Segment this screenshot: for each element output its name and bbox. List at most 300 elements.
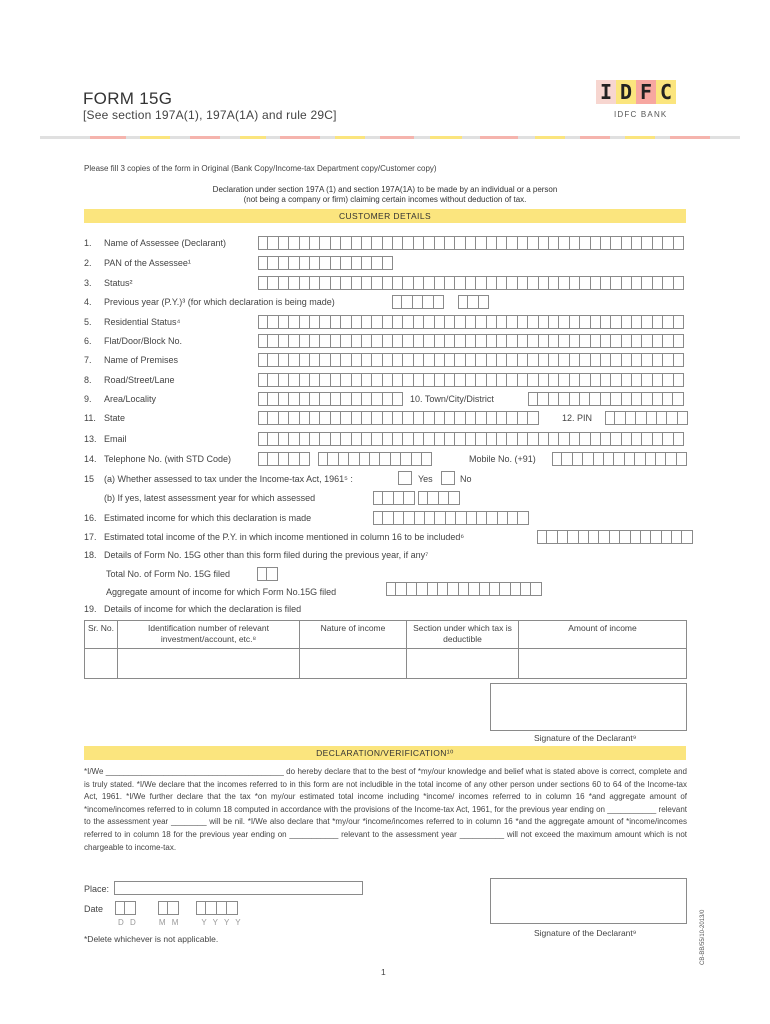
char-box[interactable]: [393, 276, 403, 290]
char-box[interactable]: [610, 530, 620, 544]
char-box[interactable]: [349, 452, 359, 466]
char-box[interactable]: [403, 276, 413, 290]
char-box[interactable]: [611, 236, 621, 250]
char-box[interactable]: [403, 373, 413, 387]
char-box[interactable]: [601, 392, 611, 406]
char-box[interactable]: [601, 353, 611, 367]
char-box[interactable]: [677, 452, 687, 466]
char-box[interactable]: [455, 236, 465, 250]
char-box[interactable]: [476, 315, 486, 329]
premises-field[interactable]: [258, 353, 684, 367]
char-box[interactable]: [372, 315, 382, 329]
char-box[interactable]: [508, 511, 518, 525]
char-box[interactable]: [539, 315, 549, 329]
char-box[interactable]: [445, 373, 455, 387]
char-box[interactable]: [352, 373, 362, 387]
char-box[interactable]: [362, 276, 372, 290]
char-box[interactable]: [458, 295, 468, 309]
char-box[interactable]: [466, 411, 476, 425]
char-box[interactable]: [267, 567, 277, 581]
char-box[interactable]: [591, 276, 601, 290]
char-box[interactable]: [383, 353, 393, 367]
char-box[interactable]: [455, 353, 465, 367]
char-box[interactable]: [423, 295, 433, 309]
char-box[interactable]: [413, 295, 423, 309]
char-box[interactable]: [642, 373, 652, 387]
char-box[interactable]: [438, 582, 448, 596]
char-box[interactable]: [268, 452, 278, 466]
char-box[interactable]: [393, 353, 403, 367]
char-box[interactable]: [653, 236, 663, 250]
char-box[interactable]: [300, 432, 310, 446]
char-box[interactable]: [591, 315, 601, 329]
char-box[interactable]: [258, 236, 268, 250]
char-box[interactable]: [434, 295, 444, 309]
char-box[interactable]: [320, 411, 330, 425]
char-box[interactable]: [580, 373, 590, 387]
char-box[interactable]: [674, 353, 684, 367]
char-box[interactable]: [428, 491, 438, 505]
char-box[interactable]: [383, 315, 393, 329]
char-box[interactable]: [528, 315, 538, 329]
char-box[interactable]: [258, 452, 268, 466]
date-year-field[interactable]: [196, 901, 238, 915]
char-box[interactable]: [402, 295, 412, 309]
char-box[interactable]: [622, 334, 632, 348]
char-box[interactable]: [362, 315, 372, 329]
char-box[interactable]: [469, 582, 479, 596]
char-box[interactable]: [591, 236, 601, 250]
char-box[interactable]: [455, 373, 465, 387]
char-box[interactable]: [268, 256, 278, 270]
char-box[interactable]: [518, 276, 528, 290]
char-box[interactable]: [636, 411, 646, 425]
state-field[interactable]: [258, 411, 539, 425]
char-box[interactable]: [590, 392, 600, 406]
char-box[interactable]: [518, 236, 528, 250]
char-box[interactable]: [206, 901, 216, 915]
char-box[interactable]: [601, 236, 611, 250]
char-box[interactable]: [611, 373, 621, 387]
previous-year-field-2[interactable]: [458, 295, 489, 309]
char-box[interactable]: [487, 353, 497, 367]
char-box[interactable]: [518, 511, 528, 525]
char-box[interactable]: [328, 452, 338, 466]
char-box[interactable]: [466, 432, 476, 446]
char-box[interactable]: [217, 901, 227, 915]
char-box[interactable]: [372, 334, 382, 348]
char-box[interactable]: [507, 432, 517, 446]
mobile-field[interactable]: [552, 452, 687, 466]
char-box[interactable]: [601, 373, 611, 387]
char-box[interactable]: [591, 432, 601, 446]
char-box[interactable]: [511, 582, 521, 596]
char-box[interactable]: [459, 582, 469, 596]
char-box[interactable]: [580, 276, 590, 290]
char-box[interactable]: [487, 373, 497, 387]
char-box[interactable]: [580, 334, 590, 348]
table-row[interactable]: [85, 649, 687, 679]
char-box[interactable]: [268, 353, 278, 367]
char-box[interactable]: [611, 334, 621, 348]
char-box[interactable]: [559, 392, 569, 406]
char-box[interactable]: [372, 392, 382, 406]
char-box[interactable]: [632, 236, 642, 250]
char-box[interactable]: [678, 411, 688, 425]
char-box[interactable]: [449, 491, 459, 505]
char-box[interactable]: [647, 411, 657, 425]
char-box[interactable]: [549, 276, 559, 290]
char-box[interactable]: [632, 432, 642, 446]
char-box[interactable]: [320, 373, 330, 387]
char-box[interactable]: [279, 236, 289, 250]
total-income-field[interactable]: [537, 530, 693, 544]
char-box[interactable]: [487, 276, 497, 290]
char-box[interactable]: [320, 276, 330, 290]
char-box[interactable]: [570, 392, 580, 406]
date-month-field[interactable]: [158, 901, 179, 915]
char-box[interactable]: [383, 491, 393, 505]
char-box[interactable]: [549, 353, 559, 367]
char-box[interactable]: [487, 411, 497, 425]
char-box[interactable]: [289, 392, 299, 406]
town-city-field[interactable]: [528, 392, 684, 406]
char-box[interactable]: [549, 236, 559, 250]
char-box[interactable]: [310, 236, 320, 250]
char-box[interactable]: [428, 582, 438, 596]
char-box[interactable]: [268, 432, 278, 446]
char-box[interactable]: [341, 276, 351, 290]
char-box[interactable]: [672, 530, 682, 544]
char-box[interactable]: [626, 411, 636, 425]
char-box[interactable]: [497, 236, 507, 250]
char-box[interactable]: [258, 373, 268, 387]
char-box[interactable]: [352, 256, 362, 270]
char-box[interactable]: [383, 411, 393, 425]
char-box[interactable]: [362, 373, 372, 387]
table-cell[interactable]: [300, 649, 407, 679]
char-box[interactable]: [562, 452, 572, 466]
char-box[interactable]: [289, 452, 299, 466]
char-box[interactable]: [424, 373, 434, 387]
char-box[interactable]: [318, 452, 328, 466]
signature-box-2[interactable]: [490, 878, 687, 924]
char-box[interactable]: [456, 511, 466, 525]
char-box[interactable]: [320, 353, 330, 367]
char-box[interactable]: [383, 256, 393, 270]
char-box[interactable]: [518, 334, 528, 348]
char-box[interactable]: [352, 334, 362, 348]
char-box[interactable]: [435, 334, 445, 348]
residential-status-field[interactable]: [258, 315, 684, 329]
char-box[interactable]: [632, 353, 642, 367]
char-box[interactable]: [599, 530, 609, 544]
char-box[interactable]: [196, 901, 206, 915]
char-box[interactable]: [622, 236, 632, 250]
char-box[interactable]: [549, 373, 559, 387]
char-box[interactable]: [393, 392, 403, 406]
char-box[interactable]: [497, 353, 507, 367]
char-box[interactable]: [539, 236, 549, 250]
char-box[interactable]: [653, 315, 663, 329]
char-box[interactable]: [549, 432, 559, 446]
char-box[interactable]: [625, 452, 635, 466]
char-box[interactable]: [507, 315, 517, 329]
char-box[interactable]: [568, 530, 578, 544]
char-box[interactable]: [386, 582, 396, 596]
char-box[interactable]: [424, 276, 434, 290]
char-box[interactable]: [466, 236, 476, 250]
char-box[interactable]: [414, 276, 424, 290]
char-box[interactable]: [611, 392, 621, 406]
char-box[interactable]: [539, 373, 549, 387]
char-box[interactable]: [435, 511, 445, 525]
char-box[interactable]: [331, 373, 341, 387]
char-box[interactable]: [403, 236, 413, 250]
char-box[interactable]: [279, 276, 289, 290]
char-box[interactable]: [674, 334, 684, 348]
char-box[interactable]: [445, 236, 455, 250]
yes-checkbox[interactable]: [398, 471, 412, 485]
char-box[interactable]: [570, 353, 580, 367]
char-box[interactable]: [279, 353, 289, 367]
char-box[interactable]: [435, 236, 445, 250]
char-box[interactable]: [289, 373, 299, 387]
char-box[interactable]: [403, 432, 413, 446]
flat-door-field[interactable]: [258, 334, 684, 348]
char-box[interactable]: [632, 315, 642, 329]
char-box[interactable]: [362, 236, 372, 250]
char-box[interactable]: [331, 334, 341, 348]
area-locality-field[interactable]: [258, 392, 403, 406]
char-box[interactable]: [362, 353, 372, 367]
char-box[interactable]: [414, 411, 424, 425]
char-box[interactable]: [310, 373, 320, 387]
char-box[interactable]: [583, 452, 593, 466]
char-box[interactable]: [401, 452, 411, 466]
char-box[interactable]: [559, 334, 569, 348]
char-box[interactable]: [455, 432, 465, 446]
char-box[interactable]: [476, 276, 486, 290]
char-box[interactable]: [435, 276, 445, 290]
char-box[interactable]: [635, 452, 645, 466]
char-box[interactable]: [552, 452, 562, 466]
char-box[interactable]: [341, 411, 351, 425]
char-box[interactable]: [341, 392, 351, 406]
signature-box[interactable]: [490, 683, 687, 731]
char-box[interactable]: [373, 491, 383, 505]
char-box[interactable]: [528, 432, 538, 446]
char-box[interactable]: [573, 452, 583, 466]
char-box[interactable]: [622, 373, 632, 387]
char-box[interactable]: [227, 901, 237, 915]
char-box[interactable]: [663, 373, 673, 387]
char-box[interactable]: [372, 256, 382, 270]
char-box[interactable]: [487, 236, 497, 250]
char-box[interactable]: [300, 452, 310, 466]
char-box[interactable]: [393, 236, 403, 250]
char-box[interactable]: [268, 373, 278, 387]
char-box[interactable]: [611, 315, 621, 329]
char-box[interactable]: [466, 373, 476, 387]
char-box[interactable]: [476, 411, 486, 425]
char-box[interactable]: [547, 530, 557, 544]
char-box[interactable]: [383, 432, 393, 446]
no-checkbox[interactable]: [441, 471, 455, 485]
char-box[interactable]: [539, 432, 549, 446]
char-box[interactable]: [331, 256, 341, 270]
char-box[interactable]: [320, 315, 330, 329]
char-box[interactable]: [615, 411, 625, 425]
char-box[interactable]: [300, 315, 310, 329]
char-box[interactable]: [320, 392, 330, 406]
char-box[interactable]: [466, 353, 476, 367]
char-box[interactable]: [289, 411, 299, 425]
char-box[interactable]: [539, 353, 549, 367]
assessment-year-field-1[interactable]: [373, 491, 415, 505]
char-box[interactable]: [580, 315, 590, 329]
previous-year-field-1[interactable]: [392, 295, 444, 309]
char-box[interactable]: [414, 373, 424, 387]
char-box[interactable]: [518, 411, 528, 425]
char-box[interactable]: [168, 901, 178, 915]
char-box[interactable]: [528, 334, 538, 348]
char-box[interactable]: [258, 276, 268, 290]
char-box[interactable]: [507, 276, 517, 290]
char-box[interactable]: [476, 373, 486, 387]
char-box[interactable]: [663, 334, 673, 348]
char-box[interactable]: [549, 334, 559, 348]
char-box[interactable]: [497, 276, 507, 290]
char-box[interactable]: [310, 315, 320, 329]
char-box[interactable]: [445, 353, 455, 367]
char-box[interactable]: [653, 276, 663, 290]
char-box[interactable]: [622, 392, 632, 406]
char-box[interactable]: [403, 315, 413, 329]
char-box[interactable]: [310, 276, 320, 290]
char-box[interactable]: [383, 276, 393, 290]
char-box[interactable]: [300, 392, 310, 406]
char-box[interactable]: [477, 511, 487, 525]
char-box[interactable]: [468, 295, 478, 309]
char-box[interactable]: [611, 432, 621, 446]
char-box[interactable]: [258, 392, 268, 406]
char-box[interactable]: [414, 353, 424, 367]
char-box[interactable]: [422, 452, 432, 466]
char-box[interactable]: [455, 276, 465, 290]
char-box[interactable]: [341, 315, 351, 329]
char-box[interactable]: [425, 511, 435, 525]
char-box[interactable]: [518, 353, 528, 367]
char-box[interactable]: [268, 392, 278, 406]
char-box[interactable]: [341, 432, 351, 446]
char-box[interactable]: [448, 582, 458, 596]
char-box[interactable]: [341, 373, 351, 387]
char-box[interactable]: [372, 432, 382, 446]
char-box[interactable]: [642, 334, 652, 348]
road-street-field[interactable]: [258, 373, 684, 387]
char-box[interactable]: [605, 411, 615, 425]
char-box[interactable]: [622, 353, 632, 367]
char-box[interactable]: [445, 276, 455, 290]
char-box[interactable]: [424, 353, 434, 367]
char-box[interactable]: [310, 256, 320, 270]
char-box[interactable]: [537, 530, 547, 544]
char-box[interactable]: [528, 411, 538, 425]
char-box[interactable]: [591, 353, 601, 367]
char-box[interactable]: [331, 236, 341, 250]
char-box[interactable]: [383, 511, 393, 525]
char-box[interactable]: [476, 432, 486, 446]
char-box[interactable]: [674, 315, 684, 329]
char-box[interactable]: [320, 256, 330, 270]
char-box[interactable]: [331, 276, 341, 290]
char-box[interactable]: [559, 315, 569, 329]
char-box[interactable]: [372, 236, 382, 250]
char-box[interactable]: [268, 315, 278, 329]
char-box[interactable]: [268, 276, 278, 290]
char-box[interactable]: [435, 432, 445, 446]
char-box[interactable]: [424, 334, 434, 348]
char-box[interactable]: [589, 530, 599, 544]
char-box[interactable]: [559, 276, 569, 290]
char-box[interactable]: [653, 353, 663, 367]
char-box[interactable]: [579, 530, 589, 544]
char-box[interactable]: [466, 315, 476, 329]
char-box[interactable]: [320, 334, 330, 348]
char-box[interactable]: [507, 411, 517, 425]
char-box[interactable]: [601, 315, 611, 329]
char-box[interactable]: [289, 256, 299, 270]
char-box[interactable]: [507, 353, 517, 367]
char-box[interactable]: [407, 582, 417, 596]
char-box[interactable]: [611, 353, 621, 367]
char-box[interactable]: [415, 511, 425, 525]
char-box[interactable]: [673, 392, 683, 406]
char-box[interactable]: [279, 432, 289, 446]
char-box[interactable]: [656, 452, 666, 466]
char-box[interactable]: [279, 373, 289, 387]
char-box[interactable]: [497, 432, 507, 446]
char-box[interactable]: [611, 276, 621, 290]
char-box[interactable]: [391, 452, 401, 466]
char-box[interactable]: [622, 276, 632, 290]
char-box[interactable]: [258, 411, 268, 425]
char-box[interactable]: [435, 411, 445, 425]
char-box[interactable]: [614, 452, 624, 466]
char-box[interactable]: [300, 334, 310, 348]
char-box[interactable]: [620, 530, 630, 544]
char-box[interactable]: [394, 491, 404, 505]
char-box[interactable]: [580, 392, 590, 406]
char-box[interactable]: [455, 334, 465, 348]
char-box[interactable]: [641, 530, 651, 544]
char-box[interactable]: [632, 276, 642, 290]
char-box[interactable]: [300, 411, 310, 425]
char-box[interactable]: [403, 411, 413, 425]
char-box[interactable]: [500, 582, 510, 596]
total-forms-field[interactable]: [257, 567, 278, 581]
char-box[interactable]: [528, 392, 538, 406]
char-box[interactable]: [300, 276, 310, 290]
char-box[interactable]: [580, 432, 590, 446]
char-box[interactable]: [289, 276, 299, 290]
pan-field[interactable]: [258, 256, 393, 270]
table-cell[interactable]: [407, 649, 519, 679]
char-box[interactable]: [352, 411, 362, 425]
char-box[interactable]: [487, 315, 497, 329]
email-field[interactable]: [258, 432, 684, 446]
